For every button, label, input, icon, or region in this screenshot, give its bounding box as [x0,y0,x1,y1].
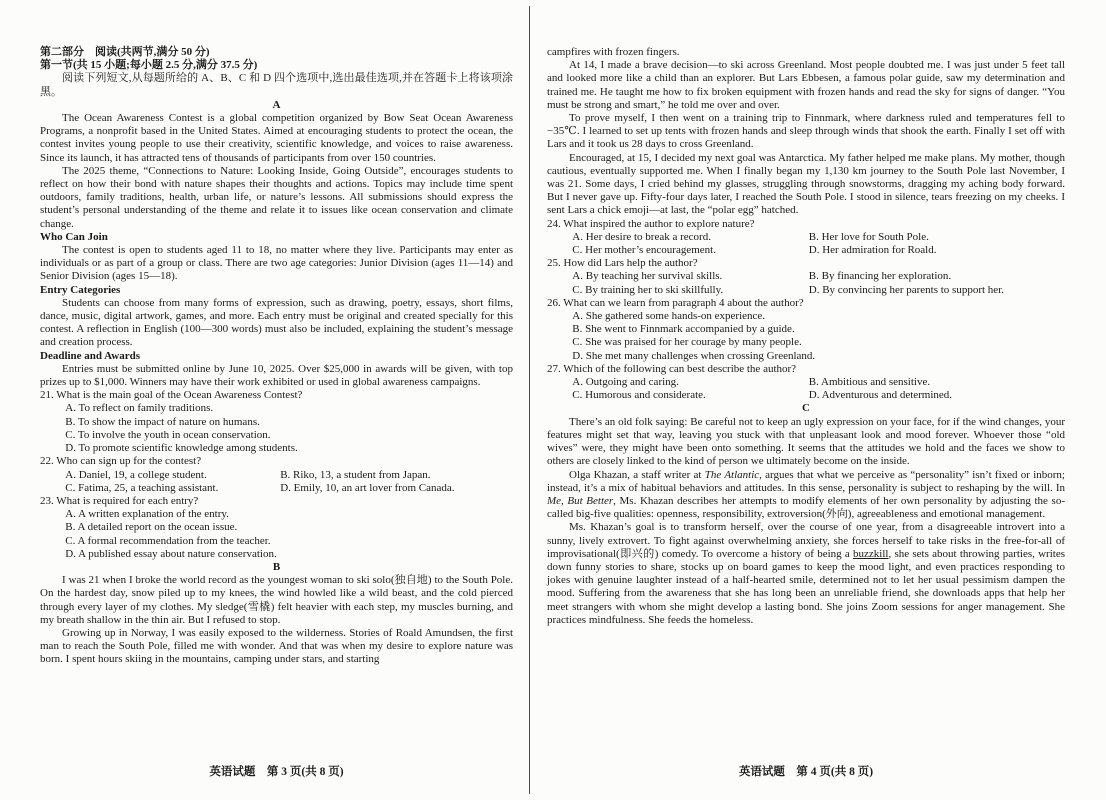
passage-c-label: C [802,402,810,415]
italic-title-the-atlantic: The Atlantic [704,468,760,481]
question-25-options [547,270,1065,296]
passage-a-who-can-join-text: The contest is open to students aged 11 to 18, no matter where they live. Participants may enter as individuals or as part of a group or class. There are two age categories: Junior Division (ages 11—14) and Senior Division (ages 15—18). [40,244,513,283]
question-27-option-c: C. Humorous and considerate. [572,389,706,402]
question-23-option-d: D. A published essay about nature conservation. [65,547,277,560]
passage-a-deadline-awards-text: Entries must be submitted online by June 10, 2025. Over $25,000 in awards will be given, with top prizes up to $1,000. Winners may have their work exhibited or used in global awareness campaigns. [40,362,513,389]
page-3-column [40,46,513,667]
question-22-options [40,469,513,495]
question-26-stem: 26. What can we learn from paragraph 4 about the author? [547,296,804,309]
question-25-stem: 25. How did Lars help the author? [547,257,698,270]
question-22-option-c: C. Fatima, 25, a teaching assistant. [65,481,219,494]
question-25-option-c: C. By training her to ski skillfully. [572,283,724,296]
question-21-option-a: A. To reflect on family traditions. [65,402,214,415]
page-3-footer: 英语试题 第 3 页(共 8 页) [209,766,344,778]
underlined-word-buzzkill: buzzkill [853,547,889,560]
question-21-option-c: C. To involve the youth in ocean conservation. [65,428,271,441]
question-23-option-a: A. A written explanation of the entry. [65,508,229,521]
page-4-footer: 英语试题 第 4 页(共 8 页) [738,766,874,778]
passage-a-subheading-who-can-join: Who Can Join [40,230,108,243]
question-22-stem: 22. Who can sign up for the contest? [40,455,202,468]
question-25-option-d: D. By convincing her parents to support her. [808,283,1004,296]
question-24-option-a: A. Her desire to break a record. [572,230,711,243]
question-27-stem: 27. Which of the following can best describe the author? [547,362,797,375]
question-23 [40,495,513,561]
question-24 [547,218,1065,258]
passage-b-paragraph-5: Encouraged, at 15, I decided my next goal was Antarctica. My father helped me make plans. My mother, though cautious, eventually supported me. When I finally began my 1,130 km journey to the South Pole last November, I was 21. Some days, I cried behind my glasses, struggling through snowstorms, dragging my aching body forward. But I never gave up. Fifty-four days later, I reached the South Pole. I stood in silence, tears freezing on my cheeks. I sent Lars a chick emoji—at last, the “polar egg” hatched. [547,151,1065,217]
column-divider [529,6,530,794]
passage-b-label: B [272,560,281,573]
section-heading: 第一节(共 15 小题;每小题 2.5 分,满分 37.5 分) [40,59,258,72]
passage-a-label: A [272,98,281,111]
question-24-option-d: D. Her admiration for Roald. [808,244,937,257]
text-segment: Olga Khazan, a staff writer at [569,468,705,481]
question-21-stem: 21. What is the main goal of the Ocean Awareness Contest? [40,389,303,402]
question-21-option-b: B. To show the impact of nature on humans. [65,415,260,428]
passage-a-paragraph-2: The 2025 theme, “Connections to Nature: Looking Inside, Going Outside”, encourages students to reflect on how their bond with nature shapes their thoughts and actions. Topics may include time spent outdoors, family traditions, health, urban life, or nature’s lessons. All submissions should express the student’s personal understanding of the theme and relate it to issues like ocean conservation and climate change. [40,164,513,230]
question-23-option-c: C. A formal recommendation from the teacher. [65,534,271,547]
part-heading: 第二部分 阅读(共两节,满分 50 分) [40,46,210,58]
question-26-option-a: A. She gathered some hands-on experience. [572,310,766,323]
passage-b-paragraph-1: I was 21 when I broke the world record as the youngest woman to ski solo(独自地) to the South Pole. On the hardest day, snow piled up to my knees, the wind howled like a wild beast, and the cold pierced through every layer of my clothes. My sledge(雪橇) felt heavier with each step, my muscles burning, and my breath shallow in the thin air. But I refused to stop. [40,574,513,626]
question-22-option-a: A. Daniel, 19, a college student. [65,468,207,481]
question-25-option-b: B. By financing her exploration. [808,270,952,283]
question-26 [547,297,1065,363]
question-25 [547,257,1065,297]
text-segment: Ms. Khazan’s goal is to transform herself, over the course of one year, from a disagreeable introvert into a sunny, lively extrovert. To fight against overwhelming anxiety, she forces herself to take risks in the free-for-all of improvisational(即兴的) comedy. To overcome a history of being a [547,521,1065,560]
passage-c-paragraph-2 [547,469,1065,522]
passage-b-paragraph-3: At 14, I made a brave decision—to ski across Greenland. Most people doubted me. I was just under 5 feet tall and looked more like a child than an explorer. But Lars Ebbesen, a famous polar guide, saw my determination and trained me. He taught me how to fix broken equipment with frozen hands and read the sky for signs of danger. “You must be strong and smart,” he told me over and over. [547,59,1065,111]
question-21-option-d: D. To promote scientific knowledge among students. [65,442,298,455]
question-23-stem: 23. What is required for each entry? [40,494,199,507]
question-24-option-b: B. Her love for South Pole. [808,230,929,243]
page-4-column [547,46,1065,627]
passage-c-paragraph-1: There’s an old folk saying: Be careful not to keep an ugly expression on your face, for if the wind changes, your features might set that way, leaving you stuck with that unpleasant look and mood forever. Whoever those “old wives” were, they might have been onto something. It seems that the attitudes we hold and the faces we show to others are closely linked to the kind of person we ultimately become on the inside. [547,415,1065,468]
passage-b-paragraph-2-continuation: campfires with frozen fingers. [547,46,680,58]
question-22-option-d: D. Emily, 10, an art lover from Canada. [280,481,455,494]
question-27-option-b: B. Ambitious and sensitive. [808,376,931,389]
passage-a-subheading-deadline-awards: Deadline and Awards [40,349,141,362]
passage-a-paragraph-1: The Ocean Awareness Contest is a global competition organized by Bow Seat Ocean Awareness Programs, a nonprofit based in the United States. Aimed at encouraging students to protect the ocean, the contest invites young people to use their creativity, scientific knowledge, and voices to raise awareness. Since its launch, it has attracted tens of thousands of participants from over 150 countries. [40,112,513,164]
italic-title-me-but-better: Me, But Better [547,494,614,507]
passage-a-entry-categories-text: Students can choose from many forms of expression, such as drawing, poetry, essays, short films, dance, music, digital artwork, games, and more. Each entry must be original and created specially for this contest. A reflection in English (100—300 words) must also be included, explaining the student’s message and creation process. [40,296,513,349]
text-segment: , she sets about throwing parties, writes down funny stories to share, stocks up on board games to keep the mood light, and even practices responding to jokes with genuine laughter instead of a half-hearted smile, determined not to let her usual pessimism dampen the mood. Suffering from the awareness that she has long been an unreliable friend, she downloads apps that help her meet strangers with whom she might develop a lasting bond. She joins Zoom sessions for anger management. She practices mindfulness. She feeds the homeless. [547,547,1065,626]
question-26-option-b: B. She went to Finnmark accompanied by a guide. [572,323,795,336]
question-27-options [547,376,1065,402]
question-27-option-a: A. Outgoing and caring. [572,376,679,389]
passage-b-paragraph-2: Growing up in Norway, I was easily exposed to the wilderness. Stories of Roald Amundsen, the first man to reach the South Pole, filled me with wonder. And that was when my desire to explore nature was born. I spent hours skiing in the mountains, camping under stars, and starting [40,626,513,666]
question-21 [40,389,513,455]
question-24-option-c: C. Her mother’s encouragement. [572,244,716,257]
text-segment: , Ms. Khazan describes her attempts to modify elements of her own personality by adjusting the so-called big-five qualities: openness, responsibility, extroversion(外向), agreeableness and emotional management. [547,494,1065,521]
question-22 [40,455,513,495]
text-segment: , argues that what we perceive as “personality” isn’t fixed or inborn; instead, it’s a mix of habitual behaviors and attitudes. In this sense, personality is subject to reshaping by the will. In [547,468,1065,494]
question-22-option-b: B. Riko, 13, a student from Japan. [280,468,431,481]
question-26-option-c: C. She was praised for her courage by many people. [572,336,802,349]
question-24-options [547,231,1065,257]
question-24-stem: 24. What inspired the author to explore nature? [547,217,755,230]
question-25-option-a: A. By teaching her survival skills. [572,270,723,283]
passage-a-subheading-entry-categories: Entry Categories [40,283,121,296]
question-27-option-d: D. Adventurous and determined. [808,389,953,402]
passage-b-paragraph-4: To prove myself, I then went on a training trip to Finnmark, where darkness ruled and temperatures fell to −35℃. I learned to set up tents with frozen hands and sleep through winds that shook the earth. Finally I set off with Lars and it took us 28 days to cross Greenland. [547,112,1065,151]
passage-c-paragraph-3 [547,521,1065,627]
question-26-option-d: D. She met many challenges when crossing Greenland. [572,349,816,362]
section-instructions: 阅读下列短文,从每题所给的 A、B、C 和 D 四个选项中,选出最佳选项,并在答题卡上将该项涂黑。 [40,72,513,98]
question-27 [547,363,1065,403]
question-23-option-b: B. A detailed report on the ocean issue. [65,521,238,534]
